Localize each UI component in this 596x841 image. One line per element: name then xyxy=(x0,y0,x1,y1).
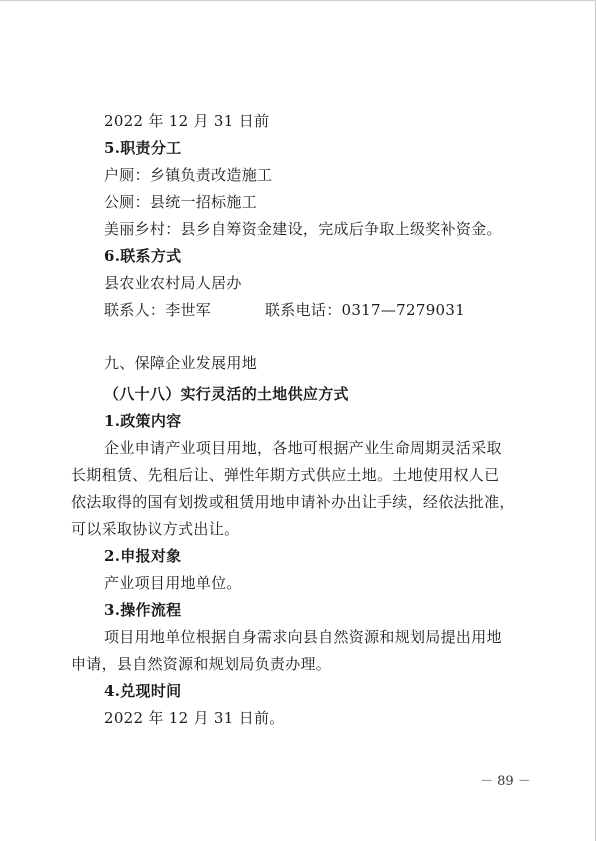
chapter-heading: 九、保障企业发展用地 xyxy=(104,354,258,372)
policy-paragraph-line-2: 长期租赁、先租后让、弹性年期方式供应土地。土地使用权人已 xyxy=(71,466,500,484)
deadline-text: 2022 年 12 月 31 日前 xyxy=(104,112,270,130)
fulfillment-date-text: 2022 年 12 月 31 日前。 xyxy=(104,709,285,727)
section-heading-fulfillment: 4.兑现时间 xyxy=(104,682,182,700)
section-heading-applicant: 2.申报对象 xyxy=(104,547,182,565)
page-number: － 89 － xyxy=(480,774,531,789)
page-top-edge xyxy=(0,0,596,1)
contact-person-text: 联系人：李世军 xyxy=(104,301,212,319)
section-heading-process: 3.操作流程 xyxy=(104,601,182,619)
policy-title: （八十八）实行灵活的土地供应方式 xyxy=(104,385,349,403)
contact-phone-text: 联系电话：0317—7279031 xyxy=(265,301,466,319)
policy-paragraph-line-4: 可以采取协议方式出让。 xyxy=(71,520,240,538)
process-paragraph-line-2: 申请，县自然资源和规划局负责办理。 xyxy=(71,655,332,673)
applicant-text: 产业项目用地单位。 xyxy=(104,574,242,592)
contact-office-text: 县农业农村局人居办 xyxy=(104,274,242,292)
section-heading-responsibility: 5.职责分工 xyxy=(104,139,182,157)
section-heading-policy: 1.政策内容 xyxy=(104,412,182,430)
public-toilet-text: 公厕：县统一招标施工 xyxy=(104,193,258,211)
policy-paragraph-line-3: 依法取得的国有划拨或租赁用地申请补办出让手续，经依法批准， xyxy=(71,493,515,511)
beautiful-village-text: 美丽乡村：县乡自筹资金建设，完成后争取上级奖补资金。 xyxy=(104,220,502,238)
policy-paragraph-line-1: 企业申请产业项目用地，各地可根据产业生命周期灵活采取 xyxy=(104,439,502,457)
household-toilet-text: 户厕：乡镇负责改造施工 xyxy=(104,166,273,184)
section-heading-contact: 6.联系方式 xyxy=(104,247,182,265)
process-paragraph-line-1: 项目用地单位根据自身需求向县自然资源和规划局提出用地 xyxy=(104,628,502,646)
